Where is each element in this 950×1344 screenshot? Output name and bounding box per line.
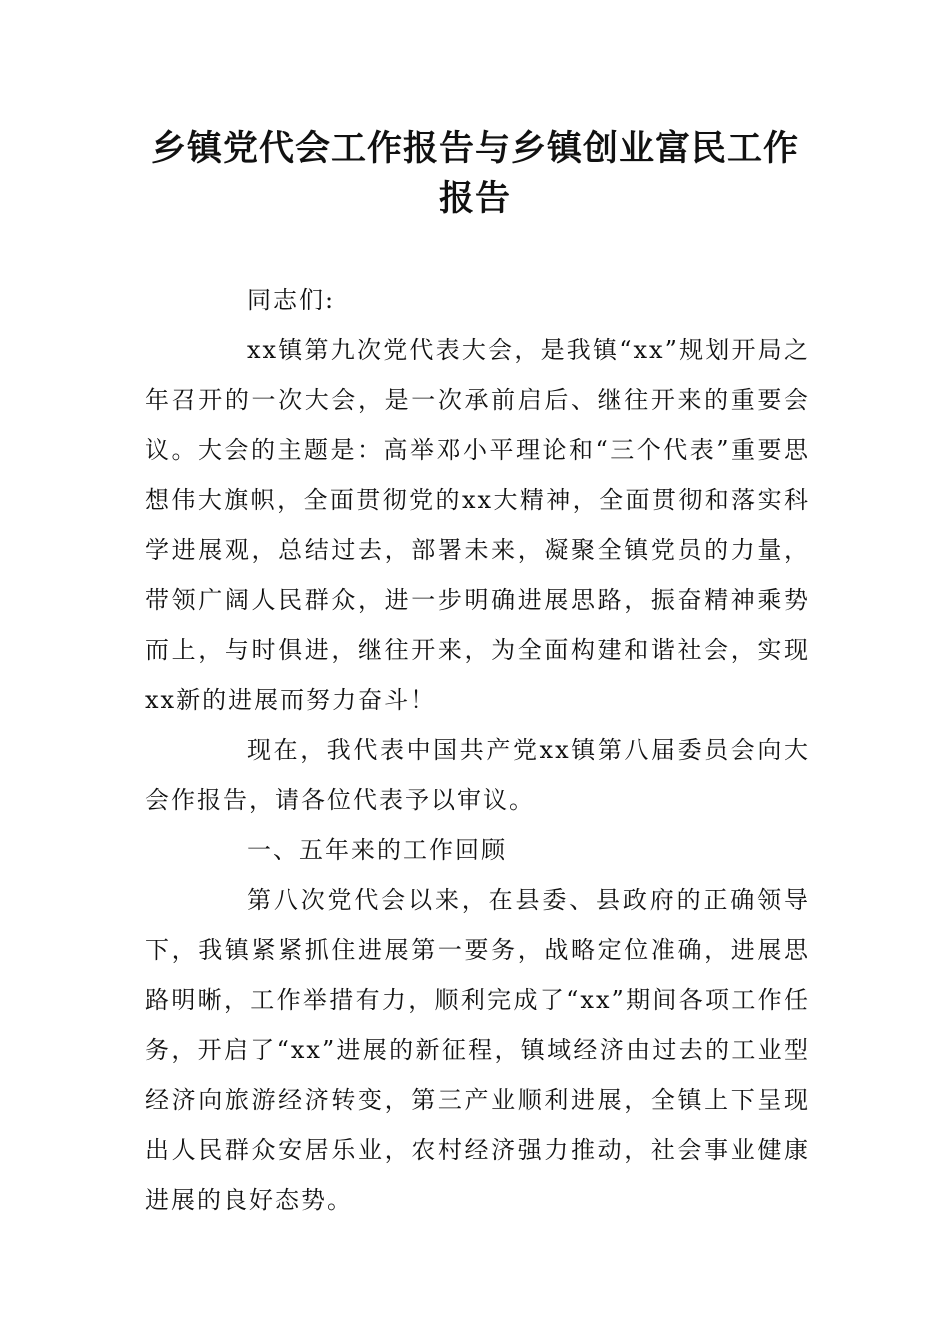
report-intro-paragraph: 现在，我代表中国共产党xx镇第八届委员会向大会作报告，请各位代表予以审议。	[145, 736, 810, 814]
document-body	[145, 275, 810, 1225]
review-paragraph: 第八次党代会以来，在县委、县政府的正确领导下，我镇紧紧抓住进展第一要务，战略定位准确，进展思路明晰，工作举措有力，顺利完成了“xx”期间各项工作任务，开启了“xx”进展的新征程，镇域经济由过去的工业型经济向旅游经济转变，第三产业顺利进展，全镇上下呈现出人民群众安居乐业，农村经济强力推动，社会事业健康进展的良好态势。	[145, 886, 810, 1214]
document-title	[120, 124, 830, 224]
section-heading: 一、五年来的工作回顾	[247, 836, 507, 864]
title-line-2: 报告	[438, 179, 511, 219]
title-line-1: 乡镇党代会工作报告与乡镇创业富民工作	[150, 129, 799, 169]
salutation-paragraph: 同志们:	[247, 286, 336, 314]
opening-paragraph: xx镇第九次党代表大会，是我镇“xx”规划开局之年召开的一次大会，是一次承前启后、继往开来的重要会议。大会的主题是：高举邓小平理论和“三个代表”重要思想伟大旗帜，全面贯彻党的xx大精神，全面贯彻和落实科学进展观，总结过去，部署未来，凝聚全镇党员的力量，带领广阔人民群众，进一步明确进展思路，振奋精神乘势而上，与时俱进，继往开来，为全面构建和谐社会，实现xx新的进展而努力奋斗！	[145, 336, 810, 714]
